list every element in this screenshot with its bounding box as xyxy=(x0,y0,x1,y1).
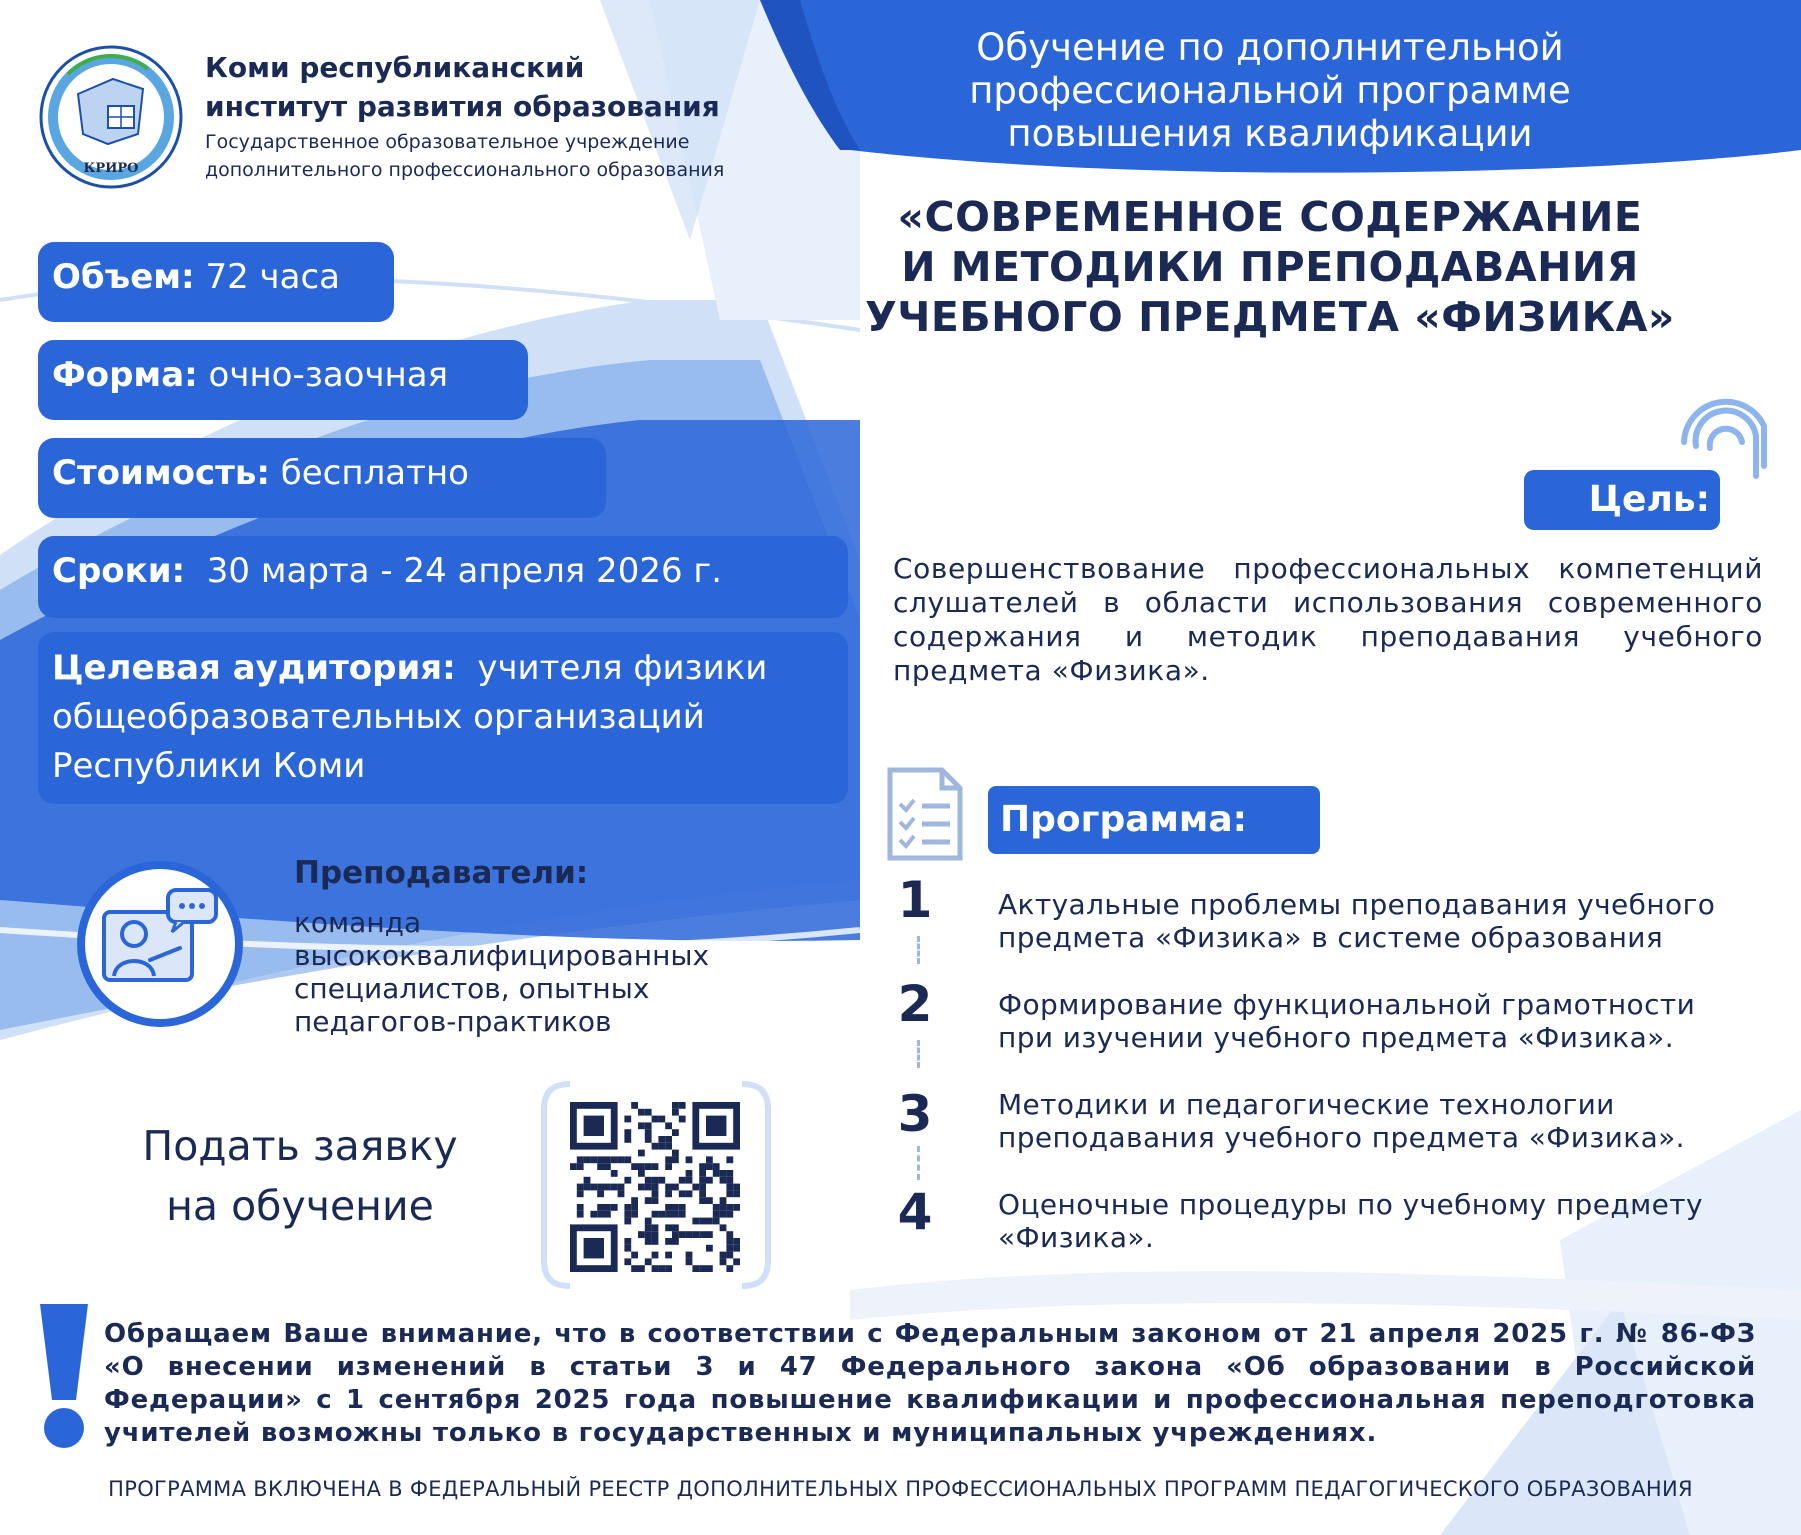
header-subtitle xyxy=(890,26,1650,155)
teachers-line2: высококвалифицированных xyxy=(294,939,710,972)
audience-value-line2: общеобразовательных организаций xyxy=(52,697,705,737)
audience-pill xyxy=(38,632,848,804)
program-title-line3: УЧЕБНОГО ПРЕДМЕТА «ФИЗИКА» xyxy=(865,293,1675,341)
program-item xyxy=(998,1188,1758,1254)
qr-code[interactable] xyxy=(540,1080,772,1290)
step-connector xyxy=(917,936,920,964)
org-name xyxy=(205,48,720,126)
program-title-line1: «СОВРЕМЕННОЕ СОДЕРЖАНИЕ xyxy=(897,193,1643,241)
form-value: очно-заочная xyxy=(197,355,449,395)
program-title-line2: И МЕТОДИКИ ПРЕПОДАВАНИЯ xyxy=(901,243,1639,291)
apply-call-to-action xyxy=(120,1116,480,1236)
audience-label: Целевая аудитория: xyxy=(52,648,456,688)
teacher-presentation-icon xyxy=(76,860,244,1028)
header-subtitle-line3: повышения квалификации xyxy=(1007,112,1533,155)
volume-pill xyxy=(38,242,394,322)
org-desc-line2: дополнительного профессионального образования xyxy=(205,159,725,181)
program-item-number: 2 xyxy=(897,975,933,1033)
program-item-line1: Актуальные проблемы преподавания учебного xyxy=(998,888,1716,921)
cost-value: бесплатно xyxy=(269,453,469,493)
exclamation-icon xyxy=(36,1300,92,1450)
checklist-document-icon xyxy=(884,766,966,862)
volume-label: Объем: xyxy=(52,257,195,297)
teachers-line3: специалистов, опытных xyxy=(294,972,650,1005)
program-item-number: 1 xyxy=(897,871,933,929)
qr-code-modules xyxy=(570,1102,740,1272)
program-item-line1: Оценочные процедуры по учебному предмету xyxy=(998,1188,1703,1221)
program-item xyxy=(998,988,1758,1054)
teachers-description xyxy=(294,906,764,1038)
apply-line2: на обучение xyxy=(166,1182,434,1230)
program-label: Программа: xyxy=(988,786,1320,854)
audience-value-line3: Республики Коми xyxy=(52,746,366,786)
footer-registry-note: ПРОГРАММА ВКЛЮЧЕНА В ФЕДЕРАЛЬНЫЙ РЕЕСТР ДОПОЛНИТЕЛЬНЫХ ПРОФЕССИОНАЛЬНЫХ ПРОГРАММ ПЕДАГОГИЧЕСКОГО ОБРАЗОВАНИЯ xyxy=(108,1477,1693,1501)
step-connector xyxy=(917,1146,920,1180)
program-item-line2: при изучении учебного предмета «Физика». xyxy=(998,1021,1674,1054)
teachers-line4: педагогов-практиков xyxy=(294,1005,612,1038)
audience-value-line1: учителя физики xyxy=(455,648,768,688)
program-item-line2: «Физика». xyxy=(998,1221,1155,1254)
teachers-line1: команда xyxy=(294,906,422,939)
program-item xyxy=(998,888,1758,954)
org-logo-icon xyxy=(38,44,184,190)
dates-pill xyxy=(38,536,848,618)
svg-text:КРИРО: КРИРО xyxy=(83,161,139,176)
dates-value: 30 марта - 24 апреля 2026 г. xyxy=(185,551,723,591)
program-item-line1: Формирование функциональной грамотности xyxy=(998,988,1696,1021)
program-item-line2: преподавания учебного предмета «Физика». xyxy=(998,1121,1685,1154)
teachers-title: Преподаватели: xyxy=(294,855,589,891)
program-item xyxy=(998,1088,1758,1154)
org-name-line1: Коми республиканский xyxy=(205,51,585,84)
dates-label: Сроки: xyxy=(52,551,186,591)
apply-line1: Подать заявку xyxy=(142,1122,458,1170)
program-title xyxy=(850,192,1690,342)
volume-value: 72 часа xyxy=(194,257,340,297)
header-subtitle-line1: Обучение по дополнительной xyxy=(976,26,1564,69)
cost-pill xyxy=(38,438,606,518)
program-item-line2: предмета «Физика» в системе образования xyxy=(998,921,1664,954)
form-label: Форма: xyxy=(52,355,198,395)
org-name-line2: институт развития образования xyxy=(205,90,720,123)
step-connector xyxy=(917,1040,920,1068)
form-pill xyxy=(38,340,528,420)
program-item-number: 3 xyxy=(897,1085,933,1143)
goal-text: Совершенствование профессиональных компетенций слушателей в области использования современного содержания и методик преподавания учебного предмета «Физика». xyxy=(893,552,1763,687)
header-subtitle-line2: профессиональной программе xyxy=(969,69,1571,112)
cost-label: Стоимость: xyxy=(52,453,270,493)
org-description xyxy=(205,128,724,184)
legal-notice: Обращаем Ваше внимание, что в соответствии с Федеральным законом от 21 апреля 2025 г. № 86-ФЗ «О внесении изменений в статьи 3 и 47 Федерального закона «Об образовании в Российской Федерации» с 1 сентября 2025 года повышение квалификации и профессиональная переподготовка учителей возможны только в государственных и муниципальных учреждениях. xyxy=(104,1319,1756,1448)
program-item-number: 4 xyxy=(897,1183,933,1241)
program-item-line1: Методики и педагогические технологии xyxy=(998,1088,1615,1121)
goal-label: Цель: xyxy=(1524,470,1720,530)
org-desc-line1: Государственное образовательное учреждение xyxy=(205,131,690,153)
